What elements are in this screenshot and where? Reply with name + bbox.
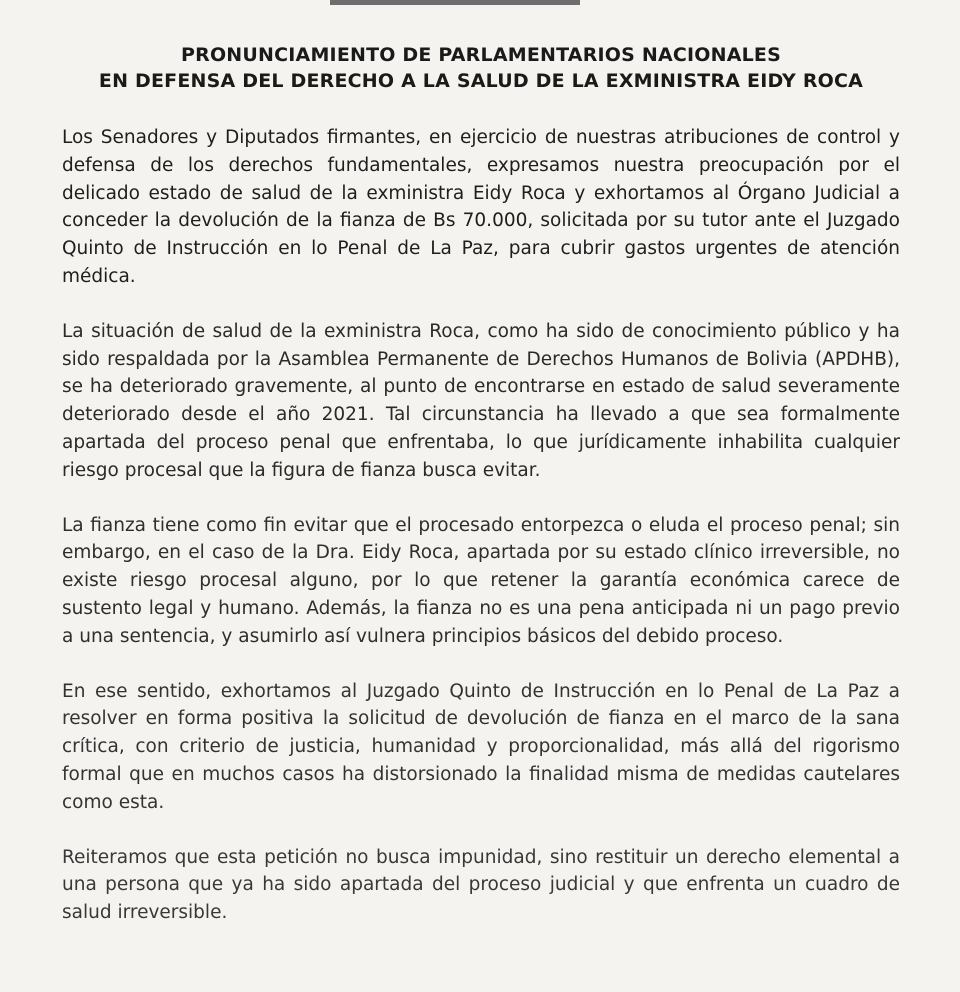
paragraph-2: La situación de salud de la exministra Roca, como ha sido de conocimiento público y ha sido respaldada por la Asamblea Permanente de Derechos Humanos de Bolivia (APDHB), se ha deteriorado gravemente, al punto de encontrarse en estado de salud severamente deteriorado desde el año 2021. Tal circunstancia ha llevado a que sea formalmente apartada del proceso penal que enfrentaba, lo que jurídicamente inhabilita cualquier riesgo procesal que la figura de fianza busca evitar. xyxy=(62,320,900,481)
title-line-2: EN DEFENSA DEL DERECHO A LA SALUD DE LA EXMINISTRA EIDY ROCA xyxy=(98,70,864,92)
paragraph-5: Reiteramos que esta petición no busca impunidad, sino restituir un derecho elemental a una persona que ya ha sido apartada del proceso judicial y que enfrenta un cuadro de salud irreversible. xyxy=(62,846,900,924)
paragraph-4: En ese sentido, exhortamos al Juzgado Quinto de Instrucción en lo Penal de La Paz a resolver en forma positiva la solicitud de devolución de fianza en el marco de la sana crítica, con criterio de justicia, humanidad y proporcionalidad, más allá del rigorismo formal que en muchos casos ha distorsionado la finalidad misma de medidas cautelares como esta. xyxy=(62,680,900,813)
paragraph-3: La fianza tiene como fin evitar que el procesado entorpezca o eluda el proceso penal; sin embargo, en el caso de la Dra. Eidy Roca, apartada por su estado clínico irreversible, no existe riesgo procesal alguno, por lo que retener la garantía económica carece de sustento legal y humano. Además, la fianza no es una pena anticipada ni un pago previo a una sentencia, y asumirlo así vulnera principios básicos del debido proceso. xyxy=(62,514,900,647)
top-divider xyxy=(330,0,580,5)
document-title xyxy=(62,42,900,94)
title-line-1: PRONUNCIAMIENTO DE PARLAMENTARIOS NACIONALES xyxy=(180,44,781,66)
document-page xyxy=(62,42,900,954)
paragraph-1: Los Senadores y Diputados firmantes, en ejercicio de nuestras atribuciones de control y defensa de los derechos fundamentales, expresamos nuestra preocupación por el delicado estado de salud de la exministra Eidy Roca y exhortamos al Órgano Judicial a conceder la devolución de la fianza de Bs 70.000, solicitada por su tutor ante el Juzgado Quinto de Instrucción en lo Penal de La Paz, para cubrir gastos urgentes de atención médica. xyxy=(62,127,900,287)
